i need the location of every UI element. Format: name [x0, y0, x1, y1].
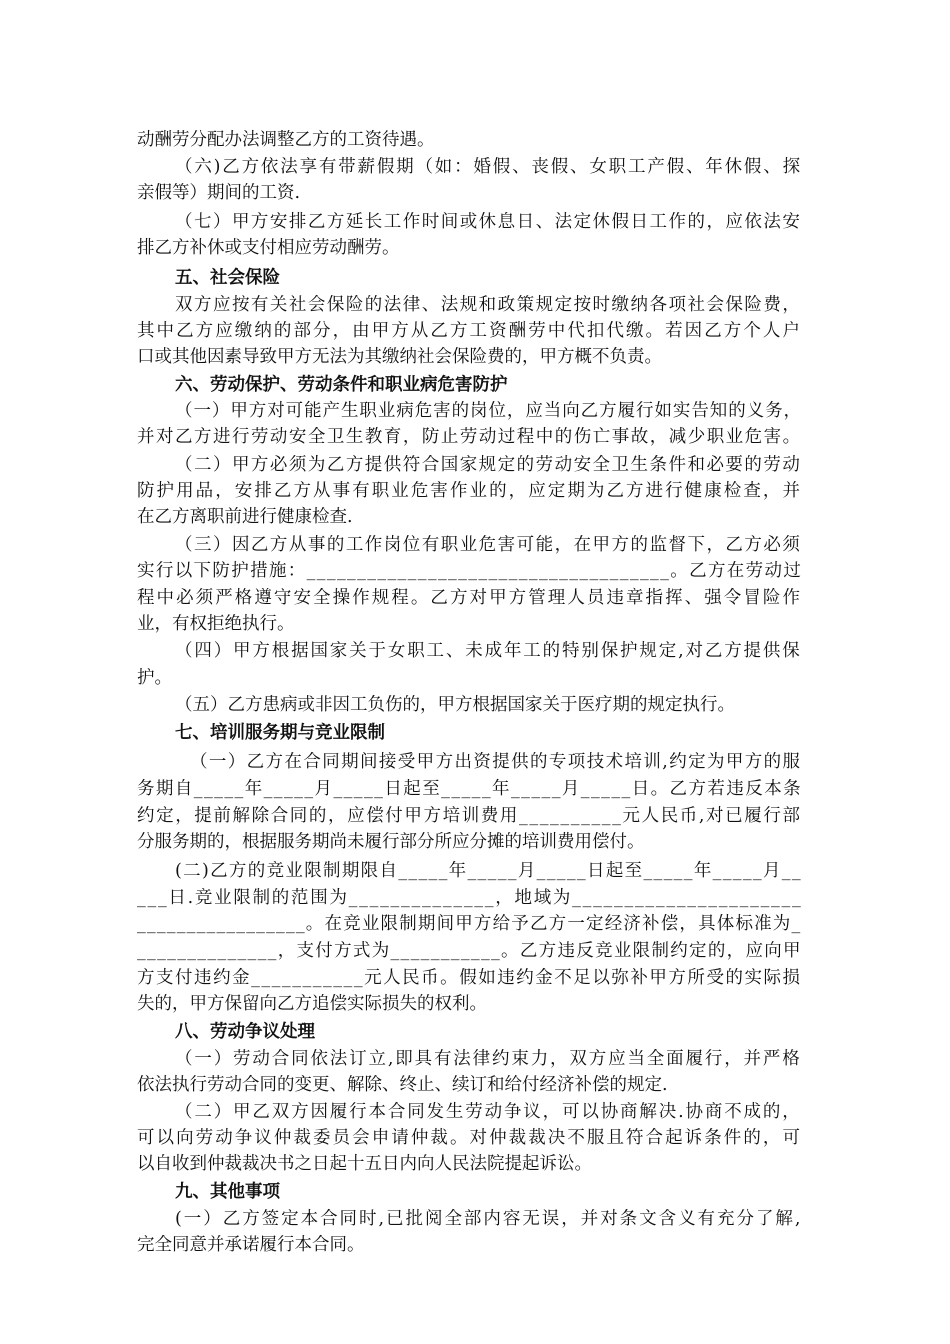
text-line: 动酬劳分配办法调整乙方的工资待遇。	[137, 130, 435, 150]
text-line: （一）甲方对可能产生职业病危害的岗位，应当向乙方履行如实告知的义务，	[175, 401, 802, 421]
text-line: 排乙方补休或支付相应劳动酬劳。	[137, 238, 400, 258]
text-line: （二）甲乙双方因履行本合同发生劳动争议，可以协商解决.协商不成的，	[175, 1102, 802, 1122]
section-heading: 五、社会保险	[175, 268, 280, 288]
text-line: （一）劳动合同依法订立,即具有法律约束力，双方应当全面履行，并严格	[175, 1049, 802, 1069]
text-line: 在乙方离职前进行健康检查.	[137, 507, 353, 527]
text-line: 并对乙方进行劳动安全卫生教育，防止劳动过程中的伤亡事故，减少职业危害。	[137, 427, 802, 447]
text-line: 约定，提前解除合同的，应偿付甲方培训费用__________元人民币,对已履行部	[137, 806, 802, 826]
text-line: 防护用品，安排乙方从事有职业危害作业的，应定期为乙方进行健康检查，并	[137, 481, 803, 501]
text-line: （二）甲方必须为乙方提供符合国家规定的劳动安全卫生条件和必要的劳动	[175, 455, 802, 475]
text-line: 失的，甲方保留向乙方追偿实际损失的权利。	[137, 994, 487, 1014]
text-line: 护。	[137, 668, 172, 688]
text-line: 分服务期的，根据服务期尚未履行部分所应分摊的培训费用偿付。	[137, 832, 645, 852]
text-line: (二)乙方的竞业限制期限自_____年_____月_____日起至_____年_____月__	[175, 861, 802, 881]
text-line: 依法执行劳动合同的变更、解除、终止、续订和给付经济补偿的规定.	[137, 1075, 668, 1095]
text-line: 程中必须严格遵守安全操作规程。乙方对甲方管理人员违章指挥、强令冒险作	[137, 588, 803, 608]
text-line: 实行以下防护措施：____________________________________。乙方在劳动过	[137, 561, 803, 581]
section-heading: 八、劳动争议处理	[175, 1022, 315, 1042]
section-heading: 九、其他事项	[175, 1182, 280, 1202]
text-line: 口或其他因素导致甲方无法为其缴纳社会保险费的，甲方概不负责。	[137, 347, 662, 367]
section-heading: 六、劳动保护、劳动条件和职业病危害防护	[175, 375, 508, 395]
text-line: 以自收到仲裁裁决书之日起十五日内向人民法院提起诉讼。	[137, 1154, 592, 1174]
text-line: 亲假等）期间的工资.	[137, 183, 301, 203]
text-line: （六)乙方依法享有带薪假期（如：婚假、丧假、女职工产假、年休假、探	[175, 157, 802, 177]
text-line: （七）甲方安排乙方延长工作时间或休息日、法定休假日工作的，应依法安	[175, 212, 802, 232]
text-line: 业，有权拒绝执行。	[137, 614, 295, 634]
text-line: （三）因乙方从事的工作岗位有职业危害可能，在甲方的监督下，乙方必须	[175, 535, 802, 555]
text-line: （五）乙方患病或非因工负伤的，甲方根据国家关于医疗期的规定执行。	[175, 695, 735, 715]
text-line: 其中乙方应缴纳的部分，由甲方从乙方工资酬劳中代扣代缴。若因乙方个人户	[137, 321, 803, 341]
text-line: ______________，支付方式为___________。乙方违反竞业限制约定的，应向甲	[137, 941, 802, 961]
text-line: (一）乙方签定本合同时,已批阅全部内容无误，并对条文含义有充分了解,	[175, 1209, 803, 1229]
text-line: （一）乙方在合同期间接受甲方出资提供的专项技术培训,约定为甲方的服	[190, 752, 802, 772]
section-heading: 七、培训服务期与竞业限制	[175, 723, 385, 743]
text-line: 完全同意并承诺履行本合同。	[137, 1235, 365, 1255]
text-line: ___日.竞业限制的范围为______________，地域为______________________	[137, 888, 803, 908]
text-line: 方支付违约金___________元人民币。假如违约金不足以弥补甲方所受的实际损	[137, 968, 802, 988]
text-line: 务期自_____年_____月_____日起至_____年_____月_____日。乙方若违反本条	[137, 779, 803, 799]
text-line: 双方应按有关社会保险的法律、法规和政策规定按时缴纳各项社会保险费，	[175, 295, 802, 315]
text-line: 可以向劳动争议仲裁委员会申请仲裁。对仲裁裁决不服且符合起诉条件的，可	[137, 1128, 803, 1148]
text-line: （四）甲方根据国家关于女职工、未成年工的特别保护规定,对乙方提供保	[175, 641, 802, 661]
text-line: _________________。在竞业限制期间甲方给予乙方一定经济补偿，具体标准为_	[137, 914, 802, 934]
